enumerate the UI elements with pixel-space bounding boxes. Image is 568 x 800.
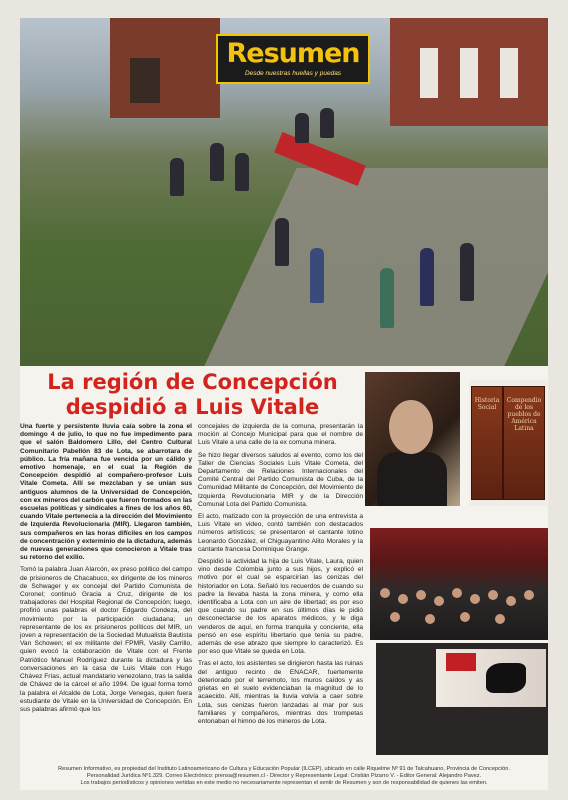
marcher (170, 158, 184, 196)
publication-tagline: Desde nuestras huellas y puedas (244, 70, 342, 77)
lead-paragraph: Una fuerte y persistente lluvia caía sobre la zona el domingo 4 de julio, lo que no fue impedimento para que el salón Baldomero Lillo, del Centro Cultural Comunitario Pabellón 83 de Lota, se abarrotara de público. La fría mañana fue vencida por un cálido y emotivo homenaje, en el cual la Región de Concepción despidió al compañero-profesor Luis Vitale Cometa. Allí se mezclaban y se unían sus antiguos alumnos de la Universidad de Concepción, con ex mineros del carbón que fueron formados en las escuelas políticas y sindicales a fines de los años 60, cuando Vitale pertenecía a la dirección del Movimiento de Izquierda Revolucionaria (MIR). Llegaron también, sus compañeros en las horas difíciles en los campos de concentración y exterminio de la dictadura, además de nuevas generaciones que conocieron a Vitale tras su retorno del exilio. (20, 423, 192, 562)
portrait-figure (377, 452, 447, 506)
marcher (210, 143, 224, 181)
marcher (295, 113, 309, 143)
headline (20, 370, 365, 420)
marcher (420, 248, 434, 306)
march-photo (20, 18, 548, 366)
audience-member (506, 596, 516, 606)
audience-member (452, 588, 462, 598)
audience-member (495, 614, 505, 624)
footer-line-3: Los trabajos periodísticos y opiniones vertidas en este medio no necesariamente representan el sentir de Resumen y son de responsabilidad de quienes las emiten. (80, 780, 488, 786)
mural-black-shape (486, 663, 526, 693)
building-window (500, 48, 518, 98)
book-photo (469, 380, 547, 506)
audience-member (398, 594, 408, 604)
article-column-2 (198, 423, 363, 730)
body-paragraph: Se hizo llegar diversos saludos al evento, como los del Taller de Ciencias Sociales Luis Vitale Cometa, del Departamento de Relaciones Internacionales del Comité Central del Partido Comunista de Cuba, de la Comunidad Militante de Concepción, del Movimiento de Izquierda Revolucionaria MIR y de la Dirección Comunal Lota del Partido Comunista. (198, 451, 363, 508)
masthead-logo (216, 34, 370, 84)
footer-line-1: Resumen Informativo, es propiedad del Instituto Latinoamericano de Cultura y Educación Popular (ILCEP), ubicado en calle Riquelme Nº 91 de Talcahuano, Provincia de Concepción. (58, 766, 510, 772)
audience-member (390, 612, 400, 622)
newspaper-page (20, 18, 548, 790)
imprint-footer (20, 766, 548, 787)
marcher (235, 153, 249, 191)
brick-building (110, 18, 220, 118)
audience-member (425, 614, 435, 624)
marcher (320, 108, 334, 138)
book-cover-title: Compendio de los pueblos de América Latina (506, 397, 542, 432)
portrait-photo (365, 372, 460, 506)
audience-photo (370, 528, 548, 640)
audience-member (460, 612, 470, 622)
audience-member (488, 590, 498, 600)
marcher (275, 218, 289, 266)
body-paragraph: Tras el acto, los asistentes se dirigieron hasta las ruinas del antiguo recinto de ENACAR, fuertemente deteriorado por el terremoto, los muros caídos y as grietas en el suelo evidenciaban la magnitud de lo acaecido. Allí, mientras la lluvia volvía a caer sobre Lota, sus cenizas fueron lanzadas al mar por sus familiares y compañeros, mientras dos trompetas entonaban el himno de los mineros de Lota. (198, 660, 363, 725)
building-door (130, 58, 160, 103)
footer-line-2: Personalidad Jurídica Nº1.329. Correo Electrónico: prensa@resumen.cl - Director y Representante Legal: Cristián Pizarro V. - Editor General: Alejandro Pavez. (86, 773, 482, 779)
marcher (380, 268, 394, 328)
mural-red-shape (446, 653, 476, 671)
audience-member (470, 594, 480, 604)
musician-photo (376, 643, 548, 755)
marcher (310, 248, 324, 303)
portrait-face (389, 400, 433, 454)
audience-member (380, 588, 390, 598)
building-window (460, 48, 478, 98)
marcher (460, 243, 474, 301)
audience-member (416, 590, 426, 600)
book-spine-title: Historia Social (474, 397, 500, 411)
headline-line-2: despidió a Luis Vitale (65, 395, 320, 419)
building-window (420, 48, 438, 98)
audience-member (434, 596, 444, 606)
body-paragraph: Tomó la palabra Juan Alarcón, ex preso político del campo de prisioneros de Chacabuco, ex dirigente de los mineros de Schwager y ex concejal del Partido Comunista de Coronel; continuó Gracia a Cruz, dirigente de los trabajadores del Hospital Regional de Concepción; luego, profirió unas palabras el doctor Edgardo Condeza, del movimiento por la participación ciudadana; un representante de los ex prisioneros políticos del MIR, un joven a representación de la Sociedad Mutualista Bautista Van Schowen; el ex militante del FPMR, Vasily Carrillo, quien evocó la colaboración de Vitale con el Frente Patriótico Manuel Rodríguez durante la dictadura y las conversaciones en la casa de Luis Vitale con Hugo Chávez Frías, actual mandatario venezolano, tras la salida de Chávez de la cárcel el año 1994. De igual forma tomó la palabra el Alcalde de Lota, Jorge Venegas, quien fuera estudiante de Vitale en la Universidad de Concepción. En sus palabras afirmó que los (20, 566, 192, 713)
audience-member (524, 590, 534, 600)
body-paragraph: El acto, matizado con la proyección de una entrevista a Luis Vitale en video, contó también con destacados números artísticos; se presentaron el cantante lotino Leonardo González, el Chiguayantino Alito Morales y la cantante francesa Dominique Grange. (198, 513, 363, 553)
body-paragraph: Despidió la actividad la hija de Luis Vitale, Laura, quien vino desde Colombia junto a sus hijos, y explicó el motivo por el cual se esparcirían las cenizas del historiador en Lota. Señaló los recuerdos de cuando su padre la llevaba hasta la zona minera, y como ella identificaba a Lota con un aire de libertad; es por eso que cuando su padre en sus últimos días le pidió desconectarse de los aparatos médicos, y le diga venderos de aquí, en forma tranquila y conciente, ella pensó en ese espíritu libertario que tenía su padre, además de ese abrazo que siempre lo caracterizó. Es por eso que Vitale se queda en Lota. (198, 558, 363, 656)
book-spine (471, 386, 503, 500)
publication-name: Resumen (226, 38, 360, 69)
dirt-path (203, 168, 548, 366)
headline-line-1: La región de Concepción (47, 370, 338, 394)
book-cover (503, 386, 545, 500)
body-paragraph: concejales de izquierda de la comuna, presentarán la moción al Concejo Municipal para que el nombre de Luis Vitale a una calle de la ex comuna minera. (198, 423, 363, 447)
article-column-1 (20, 423, 192, 718)
